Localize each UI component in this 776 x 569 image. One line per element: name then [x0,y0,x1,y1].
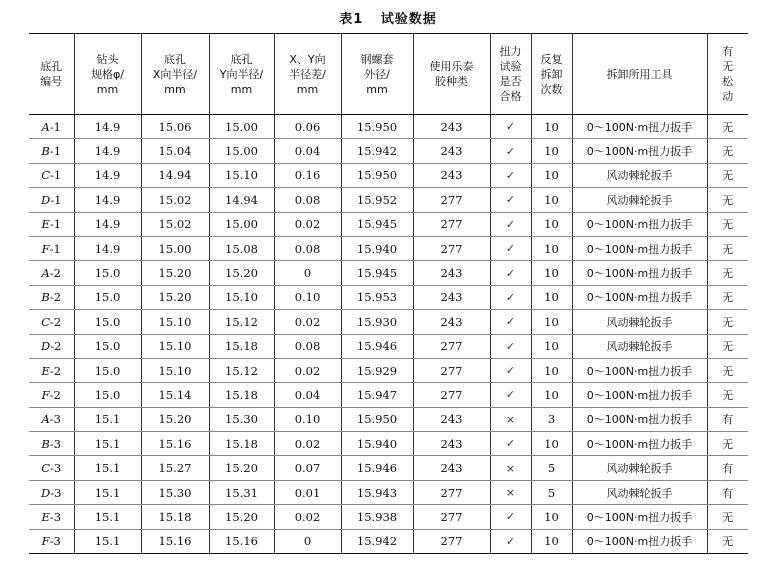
hole-id-number: -2 [49,290,62,305]
tool-cell: 0～100N·m扭力扳手 [572,212,707,236]
outer-diameter-cell: 15.930 [341,310,413,334]
header-disassembly-times: 反复 拆卸 次数 [531,34,572,115]
hole-id-number: -1 [49,144,62,159]
disassembly-times-cell: 10 [531,310,572,334]
outer-diameter-cell: 15.952 [341,188,413,212]
glue-type-cell: 277 [413,212,490,236]
loose-cell: 有 [707,480,748,504]
hole-id-number: -3 [49,412,61,427]
y-radius-cell: 15.10 [209,163,274,187]
drill-spec-cell: 14.9 [74,115,141,139]
outer-diameter-cell: 15.946 [341,456,413,480]
tool-cell: 风动棘轮扳手 [572,480,707,504]
loose-cell: 无 [707,285,748,309]
hole-id-cell [29,529,74,553]
table-row [29,383,748,407]
glue-type-cell: 277 [413,480,490,504]
table-row [29,212,748,236]
drill-spec-cell: 15.0 [74,285,141,309]
drill-spec-cell: 15.1 [74,529,141,553]
torque-pass-cell: ✓ [490,212,531,236]
radius-diff-cell: 0.10 [274,407,341,431]
hole-id-letter: C [41,314,51,329]
table-caption-title: 试验数据 [380,12,437,27]
hole-id-letter: E [41,217,50,232]
loose-cell: 无 [707,432,748,456]
torque-pass-cell: ✓ [490,310,531,334]
torque-pass-cell: ✓ [490,236,531,260]
disassembly-times-cell: 10 [531,212,572,236]
hole-id-cell [29,480,74,504]
disassembly-times-cell: 10 [531,432,572,456]
glue-type-cell: 243 [413,310,490,334]
x-radius-cell: 15.10 [141,358,209,382]
x-radius-cell: 15.27 [141,456,209,480]
loose-cell: 有 [707,407,748,431]
outer-diameter-cell: 15.942 [341,529,413,553]
x-radius-cell: 15.02 [141,188,209,212]
hole-id-letter: C [41,461,51,476]
radius-diff-cell: 0.02 [274,432,341,456]
radius-diff-cell: 0.07 [274,456,341,480]
loose-cell: 无 [707,188,748,212]
drill-spec-cell: 14.9 [74,212,141,236]
hole-id-letter: F [41,387,50,402]
table-header [29,34,748,115]
y-radius-cell: 15.30 [209,407,274,431]
torque-pass-cell: ✓ [490,285,531,309]
radius-diff-cell: 0 [274,529,341,553]
hole-id-number: -1 [50,168,62,183]
outer-diameter-cell: 15.938 [341,505,413,529]
glue-type-cell: 277 [413,188,490,212]
tool-cell: 0～100N·m扭力扳手 [572,115,707,139]
x-radius-cell: 15.14 [141,383,209,407]
disassembly-times-cell: 10 [531,334,572,358]
hole-id-cell [29,163,74,187]
hole-id-number: -1 [49,217,62,232]
radius-diff-cell: 0.10 [274,285,341,309]
hole-id-cell [29,358,74,382]
disassembly-times-cell: 10 [531,529,572,553]
y-radius-cell: 15.20 [209,456,274,480]
table-row [29,139,748,163]
header-tool: 拆卸所用工具 [572,34,707,115]
glue-type-cell: 277 [413,334,490,358]
hole-id-number: -1 [50,192,62,207]
disassembly-times-cell: 5 [531,480,572,504]
hole-id-number: -1 [49,119,61,134]
loose-cell: 无 [707,310,748,334]
radius-diff-cell: 0.01 [274,480,341,504]
table-row [29,188,748,212]
y-radius-cell: 15.18 [209,383,274,407]
table-row [29,236,748,260]
table-row [29,505,748,529]
hole-id-letter: E [41,363,50,378]
x-radius-cell: 15.10 [141,310,209,334]
outer-diameter-cell: 15.950 [341,163,413,187]
hole-id-letter: D [41,339,51,354]
tool-cell: 0～100N·m扭力扳手 [572,139,707,163]
loose-cell: 无 [707,334,748,358]
x-radius-cell: 15.18 [141,505,209,529]
disassembly-times-cell: 10 [531,139,572,163]
hole-id-letter: D [41,485,51,500]
hole-id-number: -3 [49,509,62,524]
tool-cell: 0～100N·m扭力扳手 [572,432,707,456]
loose-cell: 无 [707,139,748,163]
header-glue-type: 使用乐泰 胶种类 [413,34,490,115]
hole-id-cell [29,285,74,309]
radius-diff-cell: 0.02 [274,505,341,529]
header-y-radius: 底孔 Y向半径/ mm [209,34,274,115]
drill-spec-cell: 15.1 [74,480,141,504]
header-outer-diameter: 钢螺套 外径/ mm [341,34,413,115]
glue-type-cell: 243 [413,456,490,480]
hole-id-letter: C [41,168,51,183]
glue-type-cell: 277 [413,505,490,529]
hole-id-number: -3 [50,461,62,476]
table-row [29,456,748,480]
x-radius-cell: 15.02 [141,212,209,236]
tool-cell: 0～100N·m扭力扳手 [572,236,707,260]
loose-cell: 有 [707,456,748,480]
glue-type-cell: 277 [413,358,490,382]
drill-spec-cell: 15.0 [74,334,141,358]
hole-id-cell [29,188,74,212]
tool-cell: 0～100N·m扭力扳手 [572,407,707,431]
disassembly-times-cell: 10 [531,188,572,212]
tool-cell: 风动棘轮扳手 [572,456,707,480]
table-row [29,529,748,553]
glue-type-cell: 243 [413,285,490,309]
hole-id-number: -3 [49,436,62,451]
loose-cell: 无 [707,163,748,187]
disassembly-times-cell: 3 [531,407,572,431]
hole-id-letter: B [41,290,50,305]
radius-diff-cell: 0.02 [274,212,341,236]
torque-pass-cell: ✓ [490,188,531,212]
hole-id-letter: F [41,241,50,256]
torque-pass-cell: ✓ [490,529,531,553]
y-radius-cell: 15.18 [209,432,274,456]
hole-id-number: -2 [50,339,62,354]
disassembly-times-cell: 10 [531,383,572,407]
loose-cell: 无 [707,212,748,236]
glue-type-cell: 243 [413,261,490,285]
y-radius-cell: 15.08 [209,236,274,260]
table-row [29,432,748,456]
hole-id-letter: B [41,144,50,159]
outer-diameter-cell: 15.953 [341,285,413,309]
hole-id-letter: A [41,412,50,427]
y-radius-cell: 15.10 [209,285,274,309]
disassembly-times-cell: 10 [531,505,572,529]
x-radius-cell: 15.20 [141,261,209,285]
outer-diameter-cell: 15.946 [341,334,413,358]
drill-spec-cell: 15.0 [74,358,141,382]
glue-type-cell: 243 [413,139,490,163]
header-torque-pass: 扭力 试验 是否 合格 [490,34,531,115]
header-loose: 有 无 松 动 [707,34,748,115]
hole-id-letter: E [41,509,50,524]
disassembly-times-cell: 10 [531,163,572,187]
torque-pass-cell: × [490,407,531,431]
header-hole-id: 底孔 编号 [29,34,74,115]
glue-type-cell: 243 [413,407,490,431]
glue-type-cell: 243 [413,432,490,456]
y-radius-cell: 14.94 [209,188,274,212]
outer-diameter-cell: 15.940 [341,432,413,456]
x-radius-cell: 15.04 [141,139,209,163]
radius-diff-cell: 0.04 [274,139,341,163]
drill-spec-cell: 15.1 [74,407,141,431]
table-row [29,407,748,431]
radius-diff-cell: 0.16 [274,163,341,187]
drill-spec-cell: 15.0 [74,383,141,407]
torque-pass-cell: ✓ [490,163,531,187]
glue-type-cell: 277 [413,236,490,260]
hole-id-cell [29,407,74,431]
y-radius-cell: 15.00 [209,212,274,236]
y-radius-cell: 15.00 [209,115,274,139]
torque-pass-cell: ✓ [490,432,531,456]
hole-id-cell [29,115,74,139]
table-caption [0,8,776,27]
drill-spec-cell: 14.9 [74,188,141,212]
y-radius-cell: 15.00 [209,139,274,163]
x-radius-cell: 15.16 [141,529,209,553]
tool-cell: 0～100N·m扭力扳手 [572,261,707,285]
header-radius-diff: X、Y向 半径差/ mm [274,34,341,115]
torque-pass-cell: ✓ [490,261,531,285]
x-radius-cell: 15.20 [141,285,209,309]
table-row [29,115,748,139]
x-radius-cell: 15.10 [141,334,209,358]
hole-id-cell [29,139,74,163]
outer-diameter-cell: 15.940 [341,236,413,260]
drill-spec-cell: 14.9 [74,236,141,260]
torque-pass-cell: × [490,456,531,480]
y-radius-cell: 15.18 [209,334,274,358]
outer-diameter-cell: 15.945 [341,261,413,285]
loose-cell: 无 [707,236,748,260]
torque-pass-cell: ✓ [490,383,531,407]
tool-cell: 0～100N·m扭力扳手 [572,358,707,382]
tool-cell: 风动棘轮扳手 [572,310,707,334]
loose-cell: 无 [707,358,748,382]
table-row [29,480,748,504]
tool-cell: 风动棘轮扳手 [572,188,707,212]
tool-cell: 风动棘轮扳手 [572,334,707,358]
y-radius-cell: 15.12 [209,358,274,382]
drill-spec-cell: 15.1 [74,505,141,529]
radius-diff-cell: 0 [274,261,341,285]
glue-type-cell: 243 [413,163,490,187]
table-row [29,310,748,334]
torque-pass-cell: ✓ [490,139,531,163]
torque-pass-cell: ✓ [490,334,531,358]
hole-id-number: -2 [49,266,61,281]
loose-cell: 无 [707,505,748,529]
disassembly-times-cell: 10 [531,358,572,382]
tool-cell: 风动棘轮扳手 [572,163,707,187]
table-row [29,334,748,358]
y-radius-cell: 15.20 [209,505,274,529]
hole-id-letter: B [41,436,50,451]
drill-spec-cell: 15.0 [74,261,141,285]
glue-type-cell: 277 [413,529,490,553]
disassembly-times-cell: 10 [531,285,572,309]
disassembly-times-cell: 10 [531,236,572,260]
drill-spec-cell: 14.9 [74,163,141,187]
hole-id-number: -2 [50,314,62,329]
hole-id-letter: A [41,119,50,134]
torque-pass-cell: ✓ [490,358,531,382]
drill-spec-cell: 15.1 [74,456,141,480]
hole-id-cell [29,310,74,334]
table-row [29,285,748,309]
outer-diameter-cell: 15.929 [341,358,413,382]
glue-type-cell: 243 [413,115,490,139]
loose-cell: 无 [707,261,748,285]
hole-id-cell [29,505,74,529]
y-radius-cell: 15.16 [209,529,274,553]
x-radius-cell: 15.06 [141,115,209,139]
outer-diameter-cell: 15.950 [341,115,413,139]
radius-diff-cell: 0.02 [274,358,341,382]
hole-id-cell [29,261,74,285]
hole-id-number: -3 [49,534,61,549]
loose-cell: 无 [707,383,748,407]
drill-spec-cell: 15.1 [74,432,141,456]
y-radius-cell: 15.20 [209,261,274,285]
y-radius-cell: 15.31 [209,480,274,504]
table-row [29,261,748,285]
radius-diff-cell: 0.08 [274,188,341,212]
hole-id-cell [29,236,74,260]
hole-id-cell [29,383,74,407]
radius-diff-cell: 0.02 [274,310,341,334]
drill-spec-cell: 15.0 [74,310,141,334]
drill-spec-cell: 14.9 [74,139,141,163]
loose-cell: 无 [707,115,748,139]
x-radius-cell: 15.00 [141,236,209,260]
disassembly-times-cell: 10 [531,115,572,139]
outer-diameter-cell: 15.950 [341,407,413,431]
disassembly-times-cell: 10 [531,261,572,285]
hole-id-letter: A [41,266,50,281]
header-drill-spec: 钻头 规格φ/ mm [74,34,141,115]
hole-id-cell [29,432,74,456]
hole-id-cell [29,212,74,236]
x-radius-cell: 15.16 [141,432,209,456]
tool-cell: 0～100N·m扭力扳手 [572,383,707,407]
x-radius-cell: 15.20 [141,407,209,431]
torque-pass-cell: × [490,480,531,504]
torque-pass-cell: ✓ [490,505,531,529]
y-radius-cell: 15.12 [209,310,274,334]
outer-diameter-cell: 15.945 [341,212,413,236]
hole-id-number: -3 [50,485,62,500]
disassembly-times-cell: 5 [531,456,572,480]
tool-cell: 0～100N·m扭力扳手 [572,529,707,553]
radius-diff-cell: 0.06 [274,115,341,139]
hole-id-number: -2 [49,363,62,378]
header-row [29,34,748,115]
hole-id-cell [29,334,74,358]
glue-type-cell: 277 [413,383,490,407]
hole-id-number: -1 [49,241,61,256]
radius-diff-cell: 0.08 [274,334,341,358]
hole-id-letter: F [41,534,50,549]
header-x-radius: 底孔 X向半径/ mm [141,34,209,115]
hole-id-letter: D [41,192,51,207]
outer-diameter-cell: 15.947 [341,383,413,407]
tool-cell: 0～100N·m扭力扳手 [572,285,707,309]
torque-pass-cell: ✓ [490,115,531,139]
hole-id-number: -2 [49,387,61,402]
table-caption-label: 表1 [339,12,364,27]
x-radius-cell: 15.30 [141,480,209,504]
hole-id-cell [29,456,74,480]
outer-diameter-cell: 15.942 [341,139,413,163]
radius-diff-cell: 0.08 [274,236,341,260]
tool-cell: 0～100N·m扭力扳手 [572,505,707,529]
table-row [29,358,748,382]
x-radius-cell: 14.94 [141,163,209,187]
radius-diff-cell: 0.04 [274,383,341,407]
test-data-table [29,33,748,554]
outer-diameter-cell: 15.943 [341,480,413,504]
table-body [29,115,748,554]
loose-cell: 无 [707,529,748,553]
table-row [29,163,748,187]
